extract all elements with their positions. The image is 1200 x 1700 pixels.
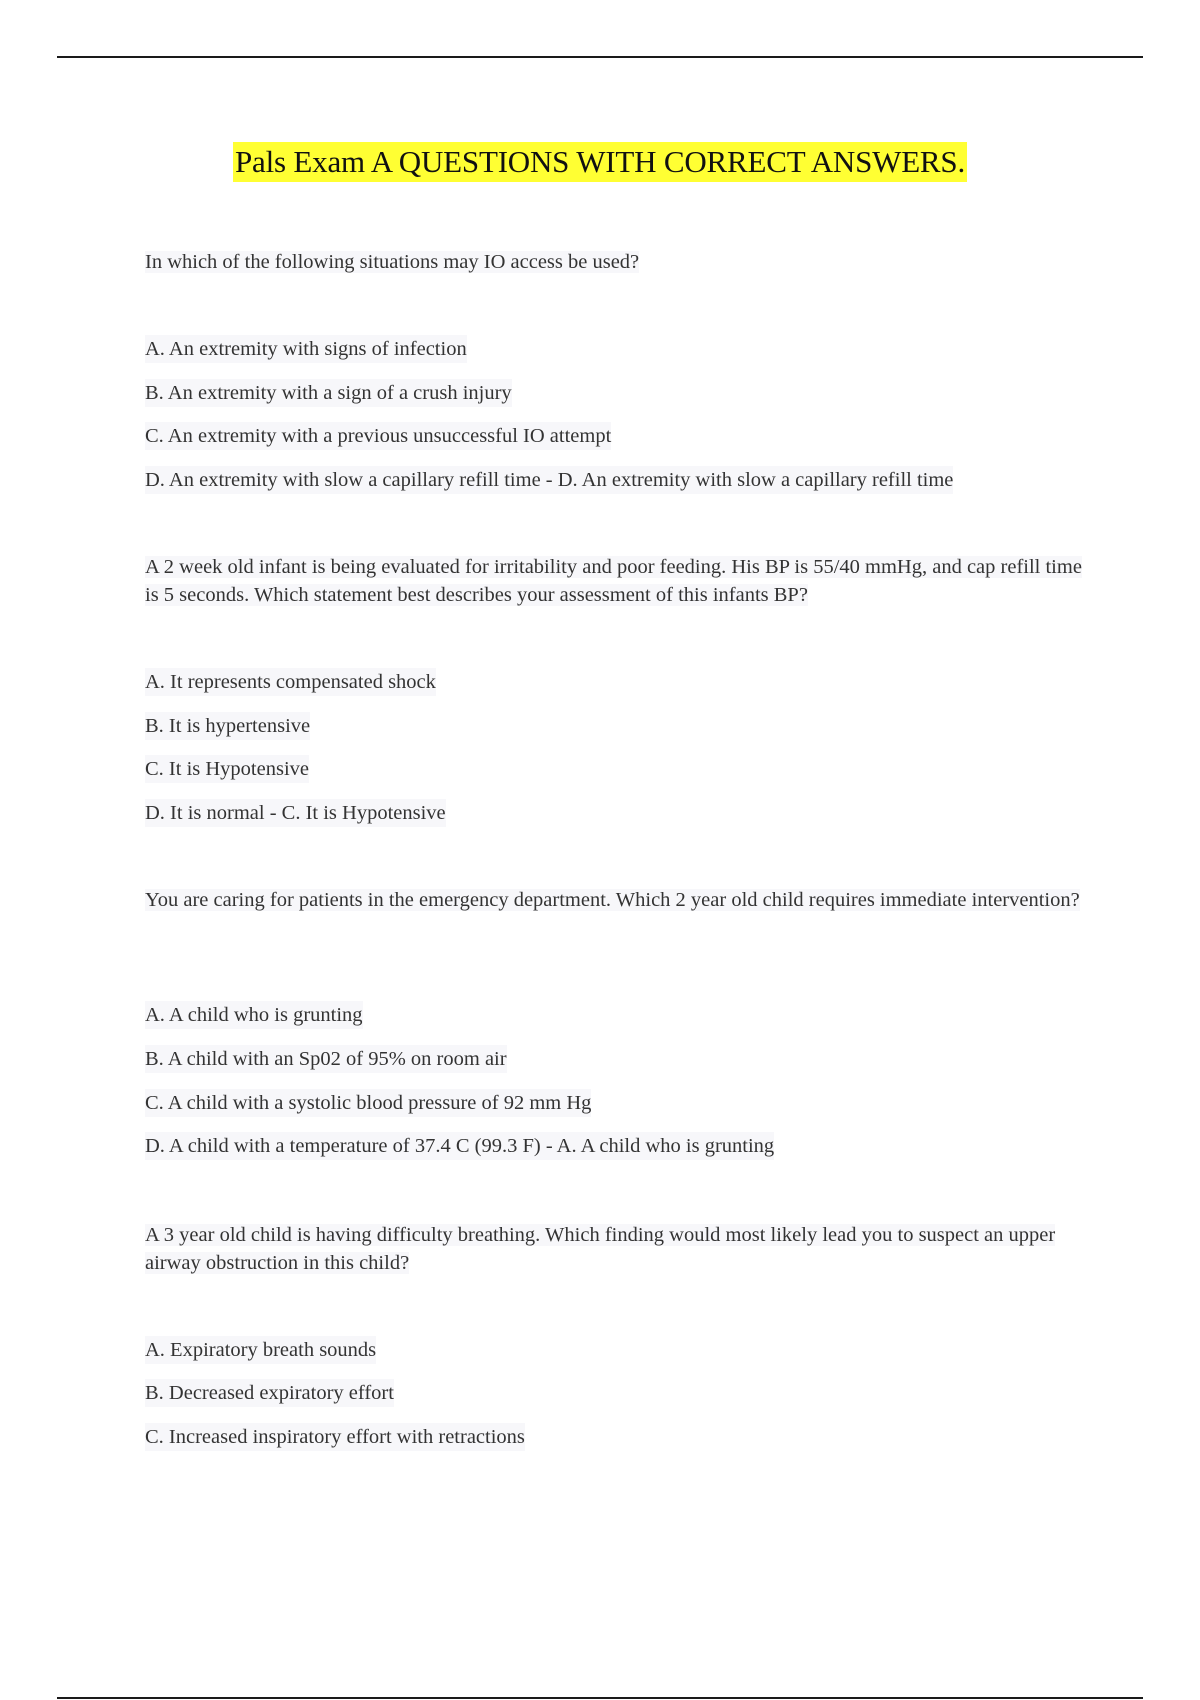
question-text: A 2 week old infant is being evaluated for irritability and poor feeding. His BP is 55/40 mmHg, and cap refill time is 5 seconds. Which statement best describes your assessment of this infants BP? <box>145 556 1082 606</box>
question-text: You are caring for patients in the emergency department. Which 2 year old child requires immediate intervention? <box>145 889 1080 911</box>
answer-option: C. It is Hypotensive <box>145 755 309 783</box>
answer-option: B. It is hypertensive <box>145 712 310 740</box>
bottom-rule <box>57 1697 1143 1699</box>
answer-option: D. It is normal - C. It is Hypotensive <box>145 799 446 827</box>
question-text: A 3 year old child is having difficulty breathing. Which finding would most likely lead you to suspect an upper airway obstruction in this child? <box>145 1224 1056 1274</box>
title-wrapper <box>0 142 1200 182</box>
answer-option: D. An extremity with slow a capillary refill time - D. An extremity with slow a capillary refill time <box>145 466 953 494</box>
question-text: In which of the following situations may IO access be used? <box>145 251 640 273</box>
answer-option: D. A child with a temperature of 37.4 C (99.3 F) - A. A child who is grunting <box>145 1132 774 1160</box>
top-rule <box>57 56 1143 58</box>
question-3 <box>145 886 1085 914</box>
answer-option: A. It represents compensated shock <box>145 668 436 696</box>
answer-option: C. An extremity with a previous unsuccessful IO attempt <box>145 422 611 450</box>
answer-option: C. A child with a systolic blood pressure of 92 mm Hg <box>145 1089 591 1117</box>
question-2 <box>145 553 1085 609</box>
answer-option: B. A child with an Sp02 of 95% on room air <box>145 1045 507 1073</box>
answer-option: B. An extremity with a sign of a crush injury <box>145 379 512 407</box>
answer-option: A. Expiratory breath sounds <box>145 1336 376 1364</box>
question-1 <box>145 248 1085 276</box>
answer-option: C. Increased inspiratory effort with retractions <box>145 1423 525 1451</box>
answer-option: A. A child who is grunting <box>145 1001 363 1029</box>
question-4 <box>145 1221 1085 1277</box>
answer-option: B. Decreased expiratory effort <box>145 1379 394 1407</box>
answer-option: A. An extremity with signs of infection <box>145 335 467 363</box>
page-title: Pals Exam A QUESTIONS WITH CORRECT ANSWERS. <box>233 142 967 182</box>
